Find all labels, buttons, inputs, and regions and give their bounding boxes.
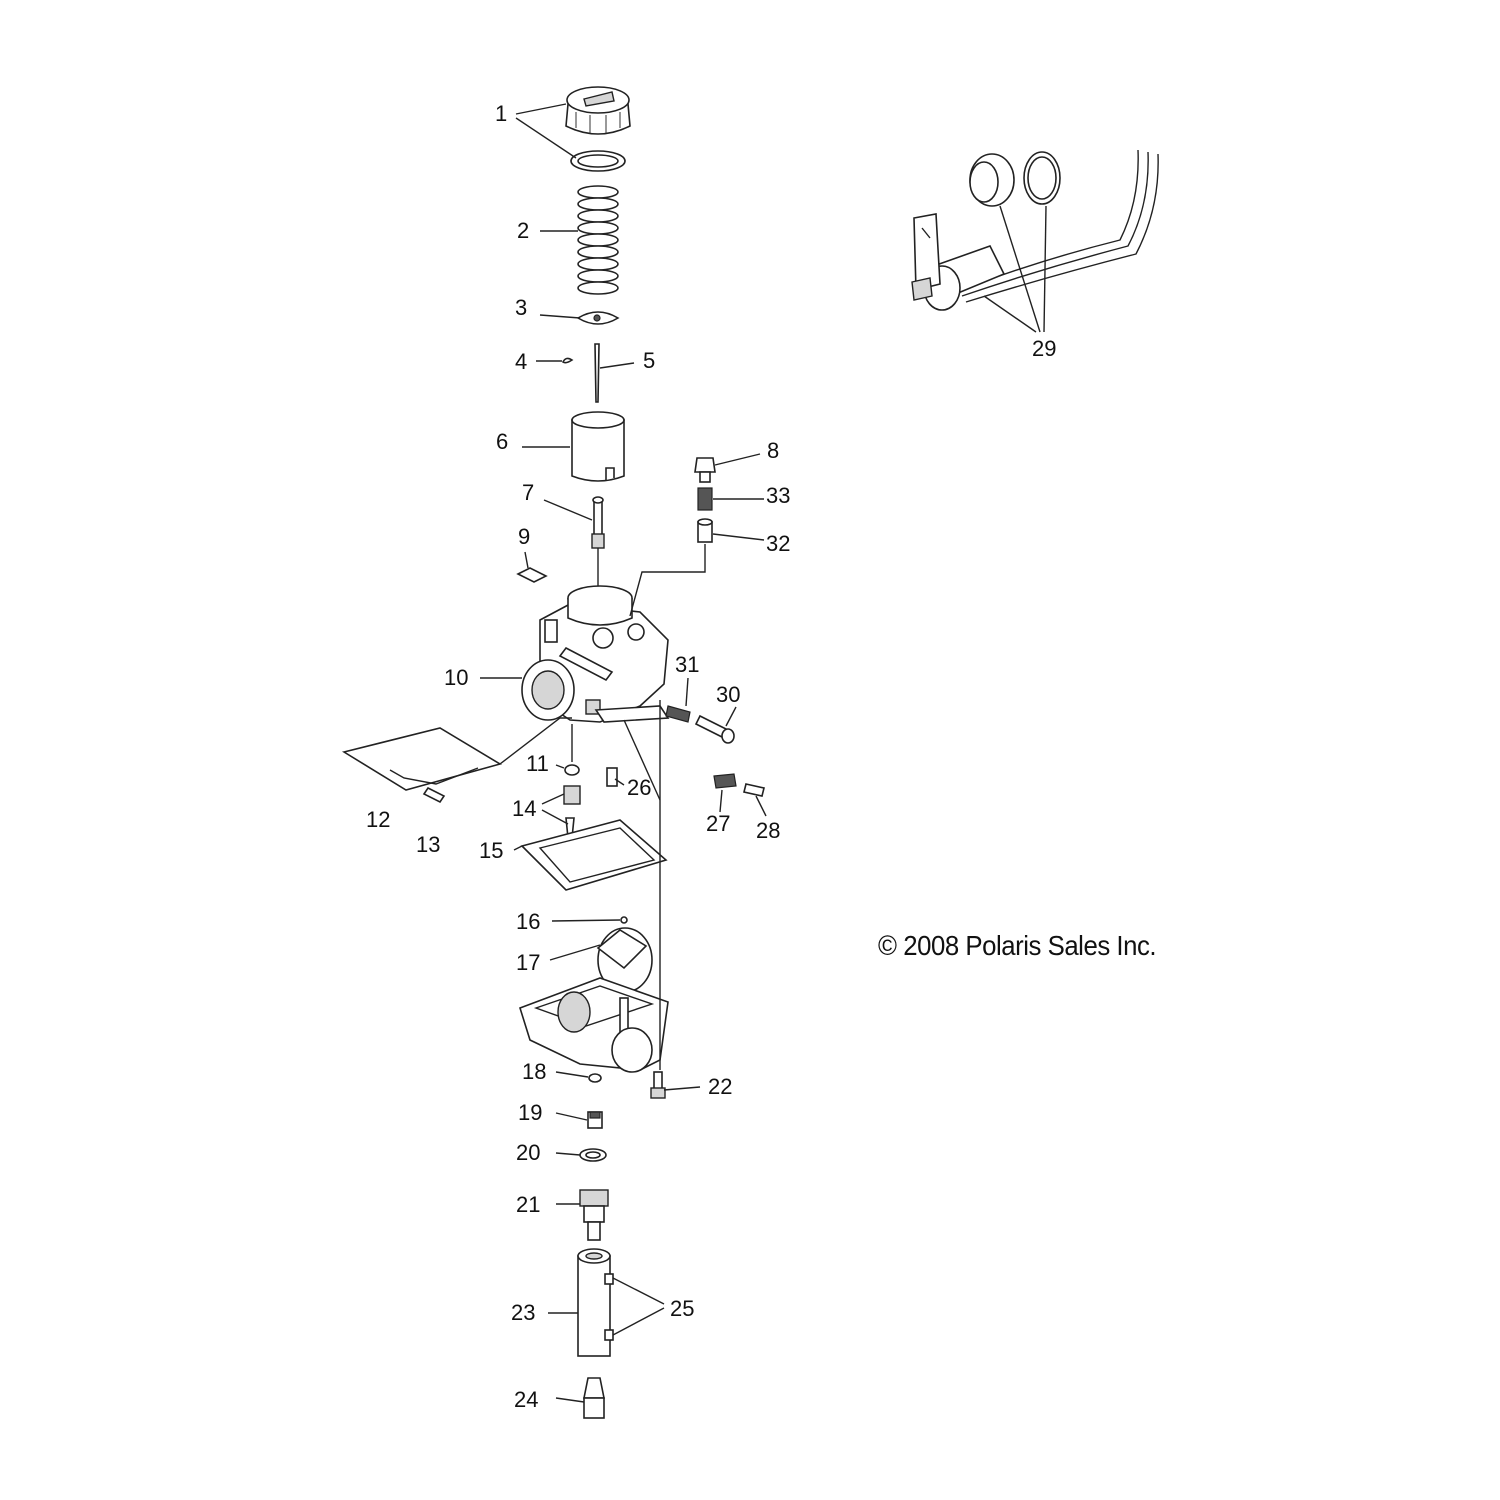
- callout-12: 12: [366, 807, 391, 832]
- part-1-seal: [571, 151, 625, 171]
- callout-19: 19: [518, 1100, 543, 1125]
- part-16-pin: [621, 917, 627, 923]
- callout-25: 25: [670, 1296, 695, 1321]
- part-31-spring: [666, 706, 690, 722]
- callout-23: 23: [511, 1300, 536, 1325]
- callout-27: 27: [706, 811, 731, 836]
- callout-26: 26: [627, 775, 652, 800]
- callout-7: 7: [522, 480, 535, 505]
- callout-33: 33: [766, 483, 791, 508]
- callout-9: 9: [518, 524, 531, 549]
- part-29-ring-nut: [970, 154, 1014, 206]
- callout-29: 29: [1032, 336, 1057, 361]
- callout-15: 15: [479, 838, 504, 863]
- callout-31: 31: [675, 652, 700, 677]
- part-5-needle: [595, 344, 599, 402]
- callout-18: 18: [522, 1059, 547, 1084]
- part-1-cap: [566, 87, 630, 134]
- callout-3: 3: [515, 295, 528, 320]
- part-11-washer: [565, 765, 579, 775]
- callout-10: 10: [444, 665, 469, 690]
- callout-28: 28: [756, 818, 781, 843]
- part-6-throttle-slide: [572, 412, 624, 481]
- callout-14: 14: [512, 796, 537, 821]
- part-26-jet: [607, 768, 617, 786]
- callout-2: 2: [517, 218, 530, 243]
- callout-17: 17: [516, 950, 541, 975]
- part-29-o-ring: [1024, 152, 1060, 204]
- part-18-washer: [589, 1074, 601, 1082]
- part-32-plunger: [698, 519, 712, 542]
- part-14-needle-valve: [564, 786, 580, 838]
- part-27-spring: [714, 774, 736, 788]
- part-7-pilot-screw: [592, 497, 604, 548]
- part-8-fitting: [695, 458, 715, 482]
- part-2-spring: [578, 186, 618, 294]
- part-20-seal: [580, 1149, 606, 1161]
- float-bowl: [520, 978, 668, 1072]
- copyright-notice: © 2008 Polaris Sales Inc.: [878, 930, 1157, 961]
- callout-5: 5: [643, 348, 656, 373]
- part-13-gauge-clip: [424, 788, 444, 802]
- callout-11: 11: [526, 751, 549, 776]
- callout-20: 20: [516, 1140, 541, 1165]
- part-9-pin: [518, 568, 546, 582]
- part-33-spring: [698, 488, 712, 510]
- callout-1: 1: [495, 101, 508, 126]
- callout-21: 21: [516, 1192, 541, 1217]
- callout-22: 22: [708, 1074, 733, 1099]
- callout-32: 32: [766, 531, 791, 556]
- callout-16: 16: [516, 909, 541, 934]
- part-30-idle-screw: [696, 716, 734, 743]
- callout-24: 24: [514, 1387, 539, 1412]
- callout-4: 4: [515, 349, 528, 374]
- part-19-jet: [588, 1112, 602, 1128]
- part-24-drain-plug: [584, 1378, 604, 1418]
- part-4-clip: [563, 358, 572, 362]
- callout-6: 6: [496, 429, 509, 454]
- callout-30: 30: [716, 682, 741, 707]
- part-3-retainer-plate: [578, 312, 618, 324]
- part-28-screw: [744, 784, 764, 796]
- callout-13: 13: [416, 832, 441, 857]
- callout-8: 8: [767, 438, 780, 463]
- part-21-drain-fitting: [580, 1190, 608, 1240]
- part-10-carburetor-body: [522, 586, 668, 722]
- part-12-gauge-card: [344, 728, 500, 790]
- part-22-screw: [651, 1072, 665, 1098]
- leader-lines: [480, 104, 1046, 1402]
- part-15-gasket: [522, 820, 666, 890]
